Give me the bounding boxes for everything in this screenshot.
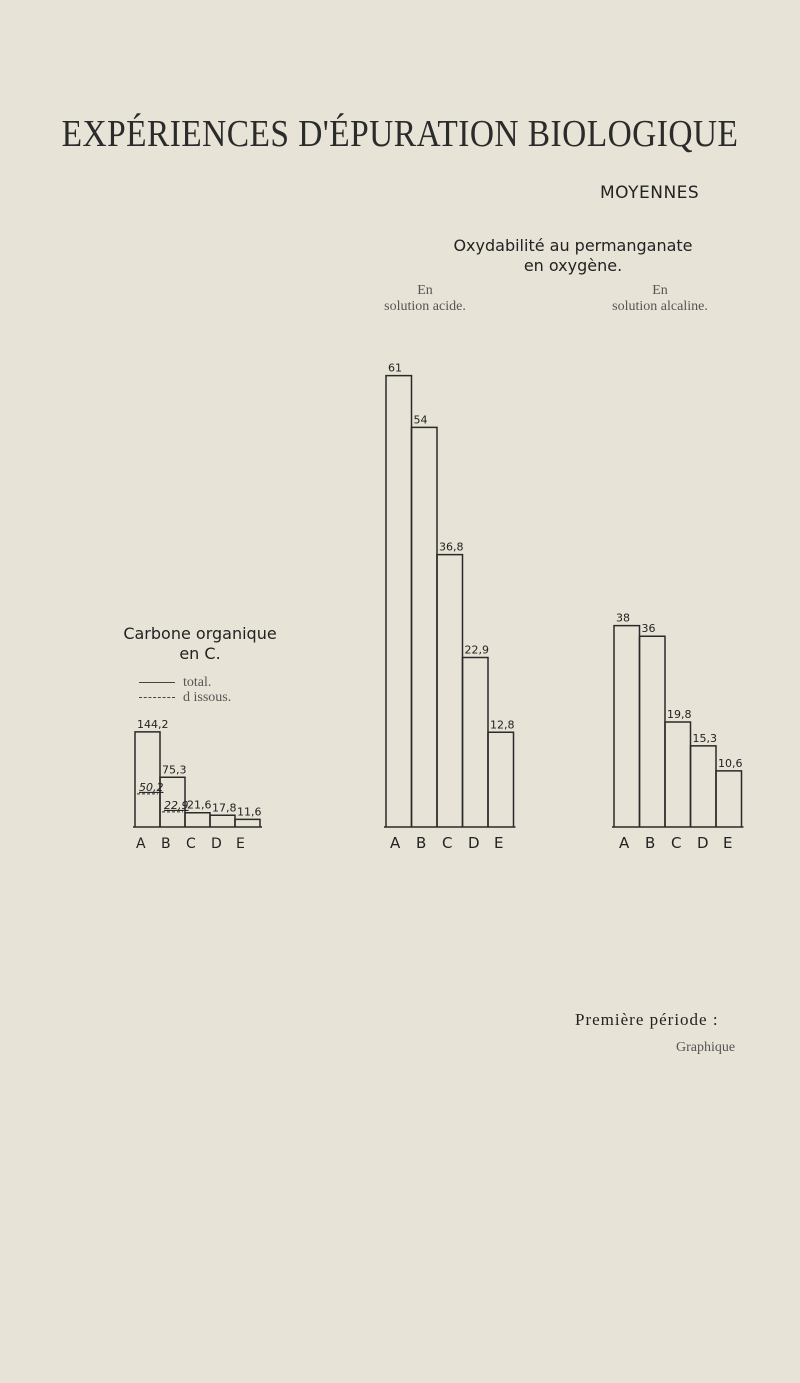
category-A: A: [619, 834, 630, 852]
page-title: EXPÉRIENCES D'ÉPURATION BIOLOGIQUE: [61, 113, 739, 155]
value-label-B: 54: [413, 413, 428, 427]
chart-group-1: [133, 718, 262, 852]
chart-group-2: [384, 362, 516, 852]
oxidability-title-line1: Oxydabilité au permanganate: [453, 236, 693, 255]
value-label-B: 36: [641, 622, 656, 636]
category-E: E: [236, 836, 245, 852]
value-label-C: 21,6: [187, 798, 212, 812]
carbon-title-line1: Carbone organique: [123, 624, 277, 643]
oxidability-title-line2: en oxygène.: [523, 256, 623, 275]
value-label-A: 61: [388, 361, 402, 375]
category-C: C: [186, 836, 196, 852]
bar-D: [463, 658, 489, 827]
bar-A: [386, 376, 412, 827]
chart-group-3: [612, 612, 744, 852]
value-label-A: 144,2: [137, 717, 169, 731]
category-A: A: [136, 836, 146, 852]
value-label-C: 19,8: [667, 708, 692, 722]
category-E: E: [494, 834, 504, 852]
bar-B: [412, 427, 438, 827]
bar-B: [640, 636, 666, 827]
page-subtitle: MOYENNES: [600, 183, 700, 203]
bar-D: [691, 746, 717, 827]
category-B: B: [161, 836, 171, 852]
category-E: E: [723, 834, 733, 852]
category-D: D: [211, 836, 222, 852]
category-C: C: [671, 834, 682, 852]
value-label-C: 36,8: [439, 540, 464, 554]
bar-A: [135, 732, 160, 827]
category-B: B: [645, 834, 656, 852]
period-subtitle: Graphique: [676, 1040, 736, 1055]
bar-A: [614, 626, 640, 827]
bar-C: [185, 813, 210, 827]
value-label-E: 12,8: [490, 718, 515, 732]
bar-C: [665, 722, 691, 827]
bar-E: [488, 732, 514, 827]
alkaline-label-line2: solution alcaline.: [612, 299, 708, 314]
value-label-E: 11,6: [237, 805, 262, 819]
acid-label-line1: En: [417, 283, 433, 298]
period-title: Première période :: [575, 1010, 719, 1029]
acid-label-line2: solution acide.: [384, 299, 466, 314]
value-label-D: 15,3: [692, 731, 717, 745]
bar-E: [235, 819, 260, 827]
bar-C: [437, 555, 463, 827]
legend-total: total.: [183, 675, 212, 690]
value-label-D: 22,9: [464, 643, 489, 657]
category-C: C: [442, 834, 453, 852]
dissolved-label-A: 50,2: [139, 780, 164, 794]
category-A: A: [390, 834, 401, 852]
legend-dissolved: d issous.: [183, 690, 232, 705]
category-B: B: [416, 834, 427, 852]
category-D: D: [468, 834, 480, 852]
dissolved-label-B: 22,9: [164, 798, 189, 812]
bar-D: [210, 815, 235, 827]
carbon-title-line2: en C.: [179, 644, 221, 663]
value-label-B: 75,3: [162, 763, 187, 777]
category-D: D: [697, 834, 709, 852]
value-label-E: 10,6: [718, 756, 743, 770]
bar-E: [716, 771, 742, 827]
value-label-D: 17,8: [212, 801, 237, 815]
alkaline-label-line1: En: [652, 283, 668, 298]
value-label-A: 38: [616, 611, 630, 625]
